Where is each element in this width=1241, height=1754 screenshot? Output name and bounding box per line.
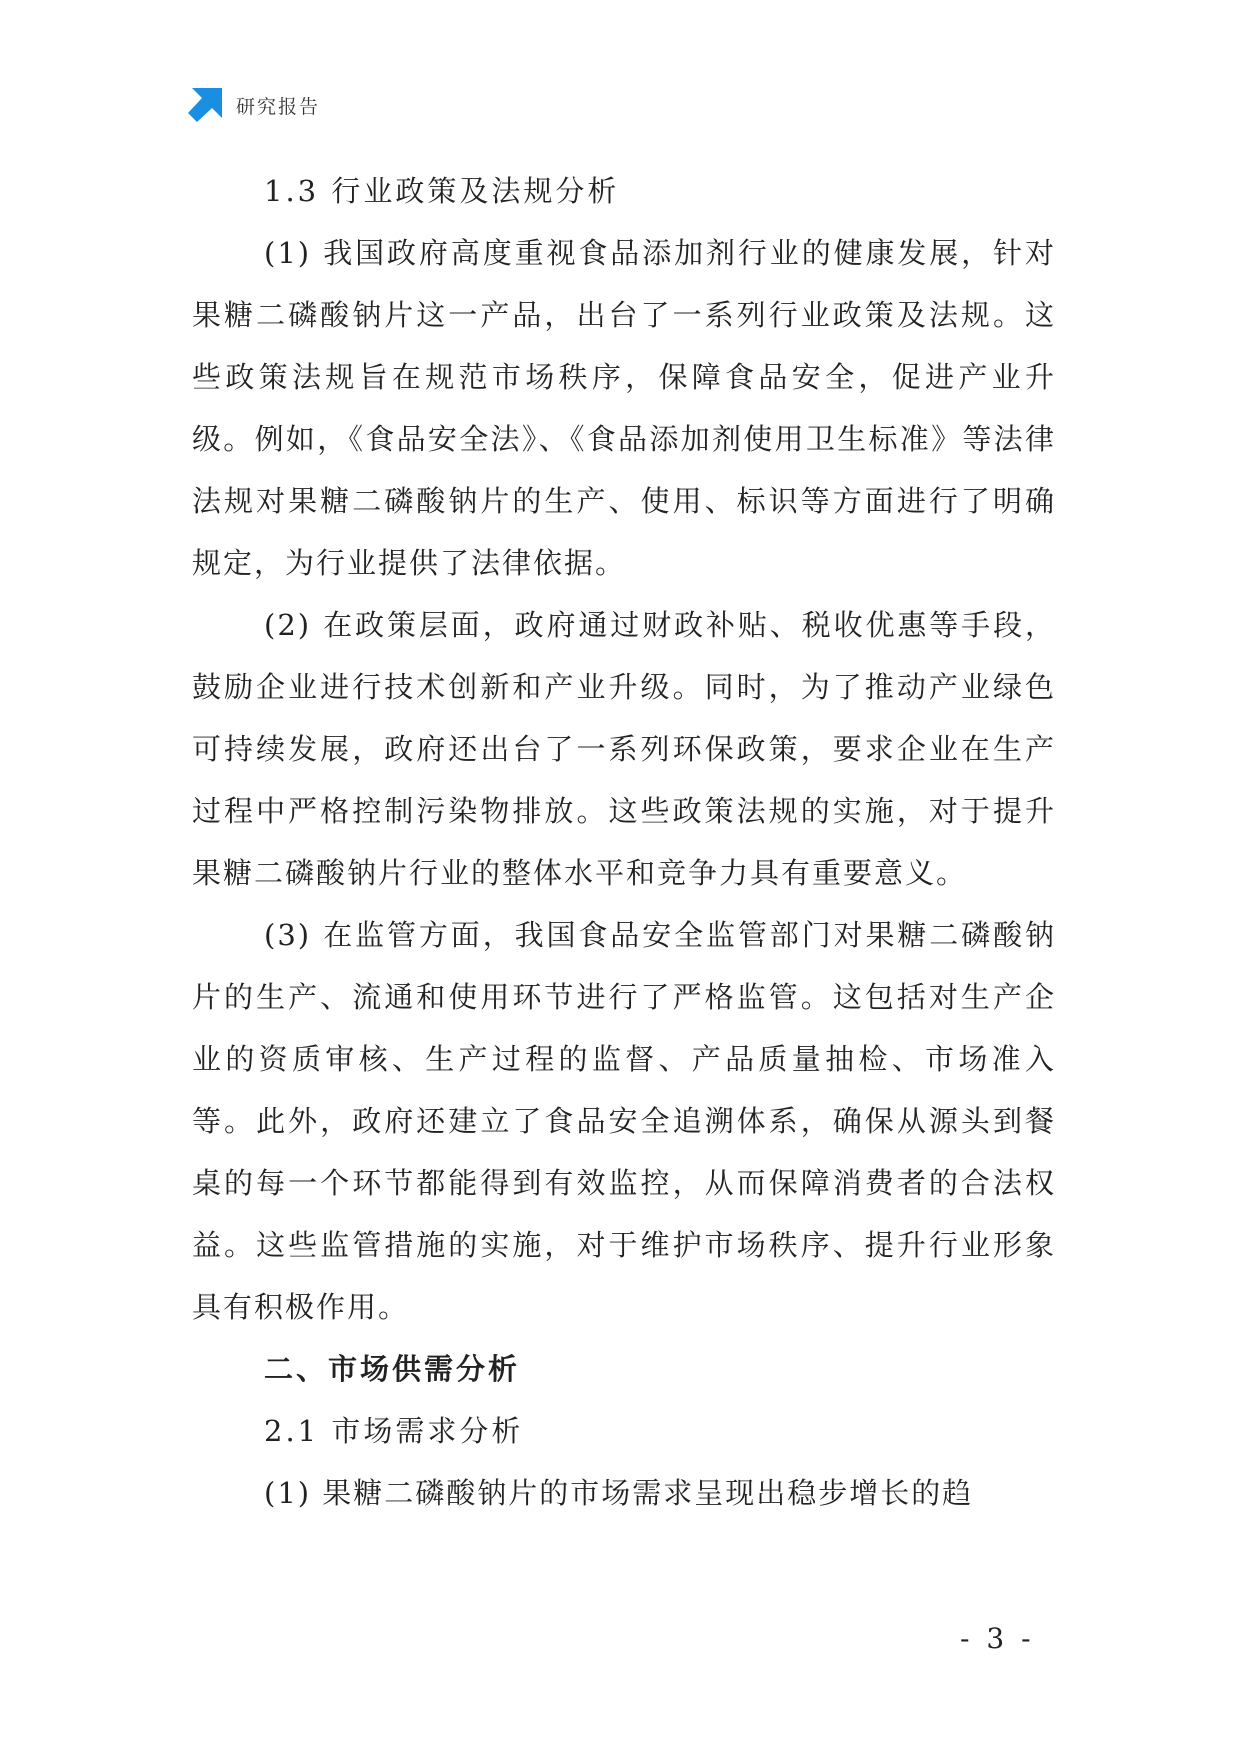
- report-header: [188, 88, 320, 122]
- paragraph-1: (1) 我国政府高度重视食品添加剂行业的健康发展，针对果糖二磷酸钠片这一产品，出台了一系列行业政策及法规。这些政策法规旨在规范市场秩序，保障食品安全，促进产业升级。例如，《食品安全法》、《食品添加剂使用卫生标准》等法律法规对果糖二磷酸钠片的生产、使用、标识等方面进行了明确规定，为行业提供了法律依据。: [192, 236, 1056, 580]
- paragraph-4: (1) 果糖二磷酸钠片的市场需求呈现出稳步增长的趋: [264, 1476, 974, 1510]
- arrow-up-right-icon: [188, 88, 222, 122]
- document-body: [192, 160, 1056, 1524]
- section-heading-2: 二、市场供需分析: [264, 1352, 521, 1386]
- page-number: - 3 -: [960, 1622, 1035, 1655]
- paragraph-3: (3) 在监管方面，我国食品安全监管部门对果糖二磷酸钠片的生产、流通和使用环节进行了严格监管。这包括对生产企业的资质审核、生产过程的监督、产品质量抽检、市场准入等。此外，政府还建立了食品安全追溯体系，确保从源头到餐桌的每一个环节都能得到有效监控，从而保障消费者的合法权益。这些监管措施的实施，对于维护市场秩序、提升行业形象具有积极作用。: [192, 918, 1056, 1324]
- paragraph-2: (2) 在政策层面，政府通过财政补贴、税收优惠等手段，鼓励企业进行技术创新和产业升级。同时，为了推动产业绿色可持续发展，政府还出台了一系列环保政策，要求企业在生产过程中严格控制污染物排放。这些政策法规的实施，对于提升果糖二磷酸钠片行业的整体水平和竞争力具有重要意义。: [192, 608, 1056, 890]
- header-title: 研究报告: [236, 95, 321, 118]
- section-heading-2-1: 2.1 市场需求分析: [264, 1414, 524, 1448]
- section-heading-1-3: 1.3 行业政策及法规分析: [264, 174, 620, 208]
